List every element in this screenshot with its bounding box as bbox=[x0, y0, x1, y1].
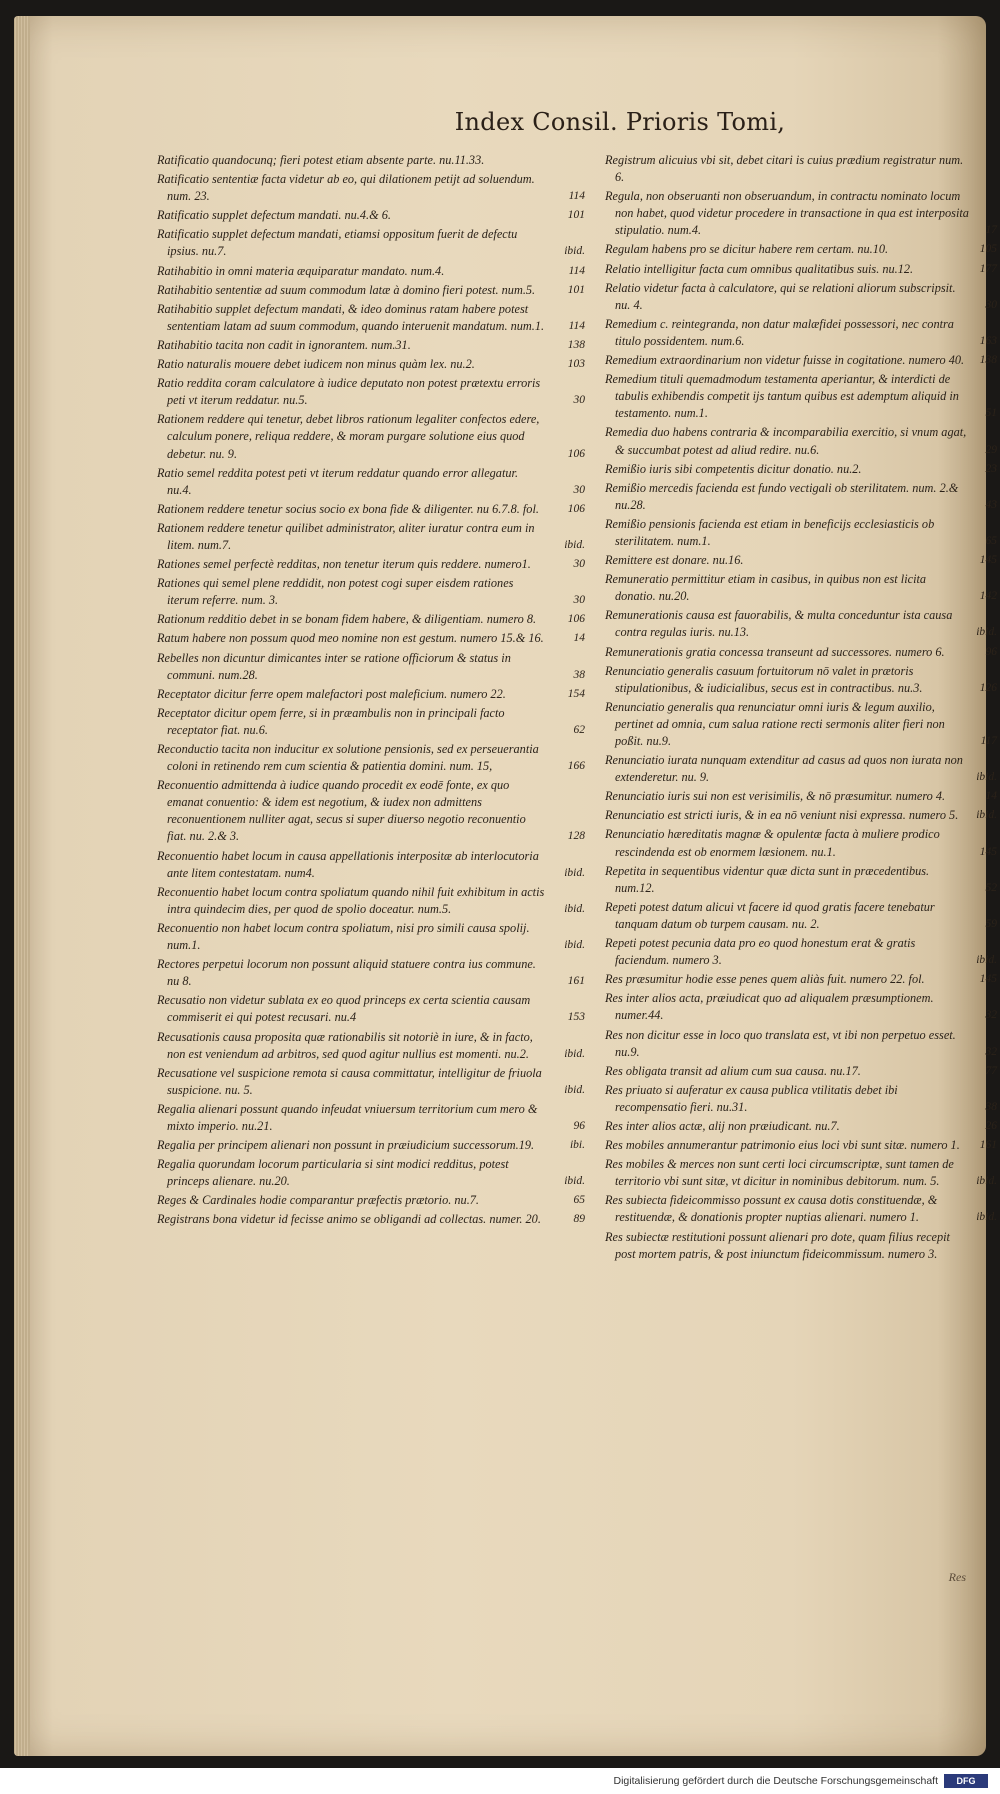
index-entry bbox=[605, 188, 997, 239]
page-edge bbox=[14, 16, 30, 1756]
index-entry-text: Reconuentio habet locum in causa appellationis interpositæ ab interlocutoria ante litem contestatam. num4. bbox=[157, 848, 539, 880]
index-entry bbox=[157, 520, 585, 554]
index-entry bbox=[605, 1192, 997, 1226]
index-entry bbox=[605, 826, 997, 860]
index-entry bbox=[157, 650, 585, 684]
index-entry bbox=[157, 152, 585, 169]
index-entry-reference: 38 bbox=[985, 1100, 997, 1113]
index-entry bbox=[605, 807, 997, 824]
index-entry bbox=[157, 282, 585, 299]
index-entry bbox=[605, 371, 997, 422]
index-entry-reference: 32 bbox=[985, 1009, 997, 1022]
index-entry bbox=[157, 556, 585, 573]
index-entry-text: Reconuentio admittenda à iudice quando procedit ex eodē fonte, ex quo emanat conuentio: & idem est negotium, & iudex non admittens reconuentionem nulliter agat, secus si super diuerso negotio reconuentio fiat. nu. 2.& 3. bbox=[157, 778, 526, 844]
index-entry-text: Recusationis causa proposita quæ rationabilis sit notoriè in iure, & in facto, non est veniendum ad arbitros, sed quod agitur nullius est momenti. nu.2. bbox=[157, 1029, 533, 1061]
index-entry-reference: ibid. bbox=[976, 954, 997, 967]
index-entry bbox=[157, 171, 585, 205]
index-entry-text: Res mobiles annumerantur patrimonio eius loci vbi sunt sitæ. numero 1. bbox=[605, 1138, 960, 1153]
index-entry bbox=[605, 516, 997, 550]
index-entry bbox=[605, 935, 997, 969]
index-entry-reference: 105 bbox=[979, 243, 997, 256]
index-entry bbox=[157, 611, 585, 628]
index-entry bbox=[605, 1027, 997, 1061]
index-entry bbox=[605, 1118, 997, 1135]
index-entry-reference: ibi. bbox=[569, 1139, 585, 1152]
index-entry bbox=[157, 207, 585, 224]
index-entry bbox=[605, 1229, 997, 1263]
index-entry bbox=[605, 1082, 997, 1116]
index-entry-reference: 114 bbox=[568, 264, 585, 277]
index-entry bbox=[605, 899, 997, 933]
index-entry-text: Remedium c. reintegranda, non datur malæfidei possessori, nec contra titulo possidentem. num.6. bbox=[605, 316, 954, 348]
index-entry-reference: 101 bbox=[567, 283, 585, 296]
index-entry-reference: 106 bbox=[567, 447, 585, 460]
index-entry bbox=[605, 241, 997, 258]
index-entry bbox=[157, 226, 585, 260]
index-entry bbox=[605, 788, 997, 805]
index-entry-text: Rectores perpetui locorum non possunt aliquid statuere contra ius commune. nu 8. bbox=[157, 957, 536, 989]
index-entry-reference: ibid. bbox=[564, 245, 585, 258]
index-entry-reference: 17 bbox=[985, 224, 997, 237]
index-entry-reference: ibid. bbox=[564, 939, 585, 952]
index-entry-reference: 14 bbox=[985, 790, 997, 803]
index-entry-text: Res priuato si auferatur ex causa publica vtilitatis debet ibi recompensatio fieri. nu.31. bbox=[605, 1082, 898, 1114]
index-entry-text: Renunciatio hæreditatis magnæ & opulentæ facta à muliere prodico rescindenda est ob enormem læsionem. nu.1. bbox=[605, 827, 940, 859]
index-entry-text: Reconuentio habet locum contra spoliatum quando nihil fuit exhibitum in actis intra quindecim dies, per quod de spolio doceatur. num.5. bbox=[157, 884, 545, 916]
index-entry-text: Ratum habere non possum quod meo nomine non est gestum. numero 15.& 16. bbox=[157, 631, 544, 646]
index-entry-reference: 30 bbox=[573, 483, 585, 496]
index-entry-text: Rationum redditio debet in se bonam fidem habere, & diligentiam. numero 8. bbox=[157, 612, 537, 627]
index-entry bbox=[157, 1137, 585, 1154]
index-entry-text: Reconuentio non habet locum contra spoliatum, nisi pro simili causa spolij. num.1. bbox=[157, 920, 530, 953]
index-entry-reference: 145 bbox=[979, 845, 997, 858]
index-entry-reference: ibid. bbox=[976, 626, 997, 639]
index-entry-text: Ratihabitio in omni materia æquiparatur mandato. num.4. bbox=[157, 263, 445, 278]
index-entry-text: Res inter alios actæ, alij non præiudicant. nu.7. bbox=[605, 1118, 840, 1133]
index-entry-reference: 163 bbox=[979, 334, 997, 347]
index-entry-text: Regula, non obseruanti non obseruandum, in contractu nominato locum non habet, quod videtur procedere in transactione in qua est interposita stipulatio. num.4. bbox=[605, 189, 969, 238]
index-entry-text: Regalia alienari possunt quando infeudat vniuersum territorium cum mero & mixto imperio. nu.21. bbox=[157, 1101, 538, 1133]
index-entry-reference: 177 bbox=[979, 262, 997, 275]
index-entry-text: Renunciatio iuris sui non est verisimilis, & nō præsumitur. numero 4. bbox=[605, 789, 946, 804]
index-entry-text: Regulam habens pro se dicitur habere rem certam. nu.10. bbox=[605, 242, 889, 257]
running-head: Index Consil. Prioris Tomi, bbox=[454, 108, 786, 136]
index-entry-reference: ibid. bbox=[976, 809, 997, 822]
index-entry-reference: 103 bbox=[567, 358, 585, 371]
index-entry-text: Remißio pensionis facienda est etiam in beneficijs ecclesiasticis ob sterilitatem. num.1. bbox=[605, 516, 935, 548]
index-entry-reference: 89 bbox=[573, 1213, 585, 1226]
index-entry bbox=[157, 501, 585, 518]
index-entry-text: Repeti potest datum alicui vt facere id quod gratis facere tenebatur tanquam datum ob turpem causam. nu. 2. bbox=[605, 899, 935, 931]
index-entry-text: Renunciatio est stricti iuris, & in ea nō veniunt nisi expressa. numero 5. bbox=[605, 808, 959, 823]
index-entry bbox=[605, 316, 997, 350]
index-entry bbox=[157, 630, 585, 647]
index-entry bbox=[605, 1137, 997, 1154]
index-entry-text: Relatio intelligitur facta cum omnibus qualitatibus suis. nu.12. bbox=[605, 261, 914, 276]
index-entry-reference: ibid. bbox=[976, 771, 997, 784]
index-entry-text: Ratio reddita coram calculatore à iudice deputato non potest prætextu erroris peti vt iterum reddatur. nu.5. bbox=[157, 376, 541, 408]
index-entry bbox=[605, 863, 997, 897]
index-entry-reference: 51 bbox=[985, 407, 997, 420]
catchword: Res bbox=[948, 1570, 966, 1584]
index-entry-text: Remunerationis gratia concessa transeunt ad successores. numero 6. bbox=[605, 644, 945, 659]
index-entry-text: Res non dicitur esse in loco quo translata est, vt ibi non perpetuo esset. nu.9. bbox=[605, 1027, 956, 1059]
index-entry-reference: 106 bbox=[567, 613, 585, 626]
index-entry-text: Reges & Cardinales hodie comparantur præfectis prætorio. nu.7. bbox=[157, 1193, 479, 1208]
footer-credit: Digitalisierung gefördert durch die Deutsche Forschungsgemeinschaft bbox=[613, 1775, 938, 1787]
index-entry bbox=[605, 424, 997, 458]
index-entry-reference: 52 bbox=[985, 881, 997, 894]
index-entry-text: Receptator dicitur ferre opem malefactori post maleficium. numero 22. bbox=[157, 686, 506, 701]
index-entry bbox=[157, 920, 585, 954]
index-entry-reference: 77 bbox=[985, 1064, 997, 1077]
index-entry-reference: 145 bbox=[979, 554, 997, 567]
index-entry bbox=[157, 575, 585, 609]
index-entry-reference: ibid. bbox=[564, 902, 585, 915]
index-entry-text: Res præsumitur hodie esse penes quem aliàs fuit. numero 22. fol. bbox=[605, 972, 925, 987]
index-entry-reference: 38 bbox=[573, 668, 585, 681]
index-entry bbox=[605, 644, 997, 661]
index-entry-reference: ibid. bbox=[564, 866, 585, 879]
index-entry-reference: ibid. bbox=[564, 1175, 585, 1188]
index-entry-reference: 161 bbox=[567, 975, 585, 988]
index-entry-text: Registrum alicuius vbi sit, debet citari is cuius prædium registratur num. 6. bbox=[605, 153, 964, 185]
index-entry-text: Remuneratio permittitur etiam in casibus, in quibus non est licita donatio. nu.20. bbox=[605, 572, 927, 604]
index-entry bbox=[157, 465, 585, 499]
index-entry bbox=[605, 1156, 997, 1190]
index-entry bbox=[605, 352, 997, 369]
index-entry-text: Relatio videtur facta à calculatore, qui se relationi aliorum subscripsit. nu. 4. bbox=[605, 280, 956, 312]
index-entry-reference: 43 bbox=[985, 498, 997, 511]
index-entry-reference: 154 bbox=[567, 687, 585, 700]
index-entry-reference: 101 bbox=[567, 209, 585, 222]
index-entry-reference: 106 bbox=[567, 502, 585, 515]
index-entry-reference: 114 bbox=[568, 190, 585, 203]
index-entry-reference: 65 bbox=[573, 1194, 585, 1207]
index-entry-text: Rationem reddere tenetur socius socio ex bona fide & diligenter. nu 6.7.8. fol. bbox=[157, 501, 539, 516]
index-entry bbox=[605, 480, 997, 514]
index-column-right bbox=[605, 152, 997, 1265]
index-entry-reference: ibid. bbox=[564, 1047, 585, 1060]
index-entry bbox=[157, 686, 585, 703]
index-entry bbox=[605, 261, 997, 278]
index-entry bbox=[605, 552, 997, 569]
index-entry-text: Res subiectæ restitutioni possunt alienari pro dote, quam filius recepit post mortem patris, & post iniunctum fideicommissum. numero 3. bbox=[605, 1229, 950, 1261]
index-entry-text: Ratificatio supplet defectum mandati, etiamsi oppositum fuerit de defectu ipsius. nu.7. bbox=[157, 227, 518, 259]
index-entry bbox=[157, 1065, 585, 1099]
index-entry-reference: 142 bbox=[979, 590, 997, 603]
index-entry bbox=[157, 992, 585, 1026]
index-entry bbox=[605, 699, 997, 750]
index-entry bbox=[157, 1156, 585, 1190]
index-entry-text: Res mobiles & merces non sunt certi loci circumscriptæ, sunt tamen de territorio vbi sunt sitæ, vt dicitur in nominibus debitorum. num. 5. bbox=[605, 1157, 954, 1189]
index-entry bbox=[605, 280, 997, 314]
index-entry-reference: ibid. bbox=[564, 538, 585, 551]
index-entry-text: Remittere est donare. nu.16. bbox=[605, 553, 744, 568]
index-entry-reference: 26 bbox=[985, 1119, 997, 1132]
index-entry bbox=[157, 884, 585, 918]
index-entry-text: Regalia quorundam locorum particularia si sint modici redditus, potest princeps alienare. nu.20. bbox=[157, 1157, 509, 1189]
index-entry-text: Renunciatio generalis casuum fortuitorum nō valet in prætoris stipulationibus, & iudicialibus, secus est in contractibus. nu.3. bbox=[605, 663, 923, 695]
index-entry-text: Reconductio tacita non inducitur ex solutione pensionis, sed ex perseuerantia coloni in retinendo rem cum scientia & patientia domini. num. 15, bbox=[157, 742, 539, 774]
index-entry-text: Remedia duo habens contraria & incomparabilia exercitio, si vnum agat, & succumbat potest ad aliud redire. nu.6. bbox=[605, 425, 967, 457]
index-entry-reference: ibid. bbox=[976, 1175, 997, 1188]
index-entry bbox=[157, 705, 585, 739]
index-entry-text: Remißio iuris sibi competentis dicitur donatio. nu.2. bbox=[605, 461, 862, 476]
index-entry-text: Remedium extraordinarium non videtur fuisse in cogitatione. numero 40. bbox=[605, 353, 965, 368]
footer-bar bbox=[0, 1768, 1000, 1794]
index-entry-text: Ratificatio sententiæ facta videtur ab eo, qui dilationem petijt ad soluendum. num. 23. bbox=[157, 172, 535, 204]
index-entry-text: Registrans bona videtur id fecisse animo se obligandi ad collectas. numer. 20. bbox=[157, 1212, 541, 1227]
index-entry-text: Repeti potest pecunia data pro eo quod honestum erat & gratis faciendum. numero 3. bbox=[605, 936, 916, 968]
dfg-logo: DFG bbox=[944, 1774, 988, 1788]
index-entry bbox=[605, 752, 997, 786]
index-entry bbox=[157, 263, 585, 280]
index-entry bbox=[157, 411, 585, 462]
index-entry-reference: 161 bbox=[979, 1139, 997, 1152]
index-entry bbox=[157, 741, 585, 775]
index-entry-reference: 30 bbox=[573, 558, 585, 571]
index-entry-text: Ratihabitio supplet defectum mandati, & ideo dominus ratam habere potest sententiam latam ad suum commodum, quando interuenit mandatum. num.1. bbox=[157, 301, 545, 333]
index-column-left bbox=[157, 152, 585, 1231]
index-entry bbox=[605, 152, 997, 186]
index-entry-text: Rationem reddere tenetur quilibet administrator, aliter iuratur contra eum in litem. num.7. bbox=[157, 520, 535, 552]
index-entry bbox=[157, 956, 585, 990]
index-entry bbox=[605, 461, 997, 478]
index-entry-text: Ratio semel reddita potest peti vt iterum reddatur quando error allegatur. nu.4. bbox=[157, 465, 519, 497]
index-entry-reference: 153 bbox=[567, 1011, 585, 1024]
index-entry-text: Recusatio non videtur sublata ex eo quod princeps ex certa scientia causam commiserit ei qui potest recusari. nu.4 bbox=[157, 993, 531, 1025]
index-entry-text: Res subiecta fideicommisso possunt ex causa dotis constituendæ, & restituendæ, & donationis propter nuptias alienari. numero 1. bbox=[605, 1193, 938, 1225]
index-entry-text: Res inter alios acta, præiudicat quo ad aliqualem præsumptionem. numer.44. bbox=[605, 991, 934, 1023]
index-entry bbox=[157, 1192, 585, 1209]
index-entry-text: Ratihabitio tacita non cadit in ignorantem. num.31. bbox=[157, 337, 411, 352]
index-entry-reference: 30 bbox=[573, 594, 585, 607]
index-entry-text: Ratio naturalis mouere debet iudicem non minus quàm lex. nu.2. bbox=[157, 357, 475, 372]
index-entry bbox=[157, 777, 585, 845]
index-entry bbox=[605, 571, 997, 605]
index-entry bbox=[605, 990, 997, 1024]
index-entry-text: Regalia per principem alienari non possunt in præiudicium successorum.19. bbox=[157, 1138, 535, 1153]
index-entry-text: Renunciatio generalis qua renunciatur omni iuris & legum auxilio, pertinet ad omnia, cum salua ratione recti sermonis aliter fieri non poßit. nu.9. bbox=[605, 699, 945, 748]
index-entry-text: Renunciatio iurata nunquam extenditur ad casus ad quos non iurata non extenderetur. nu. 9. bbox=[605, 753, 963, 785]
index-entry bbox=[157, 1101, 585, 1135]
index-entry-reference: ibid. bbox=[976, 1211, 997, 1224]
index-entry-text: Rationes qui semel plene reddidit, non potest cogi super eisdem rationes iterum referre. num. 3. bbox=[157, 576, 514, 608]
index-entry bbox=[605, 971, 997, 988]
index-entry bbox=[157, 1211, 585, 1228]
index-entry-reference: 114 bbox=[568, 319, 585, 332]
index-entry bbox=[157, 1029, 585, 1063]
index-entry-reference: 138 bbox=[979, 354, 997, 367]
index-entry-reference: 23 bbox=[985, 462, 997, 475]
index-entry-text: Res obligata transit ad alium cum sua causa. nu.17. bbox=[605, 1063, 861, 1078]
index-entry-reference: 30 bbox=[985, 298, 997, 311]
index-entry-reference: 96 bbox=[573, 1119, 585, 1132]
index-entry-text: Remunerationis causa est fauorabilis, & multa conceduntur ista causa contra regulas iuris. nu.13. bbox=[605, 608, 953, 640]
index-entry-text: Remißio mercedis facienda est fundo vectigali ob sterilitatem. num. 2.& nu.28. bbox=[605, 480, 959, 512]
index-entry-text: Rationem reddere qui tenetur, debet libros rationum legaliter confectos edere, calculum ponere, reliqua reddere, & moram purgare solutione eius quod debetur. nu. 9. bbox=[157, 412, 540, 461]
index-entry bbox=[605, 1063, 997, 1080]
index-entry-reference: 29 bbox=[985, 443, 997, 456]
index-entry-reference: 138 bbox=[567, 338, 585, 351]
index-entry bbox=[157, 337, 585, 354]
index-entry bbox=[157, 375, 585, 409]
index-entry-text: Recusatione vel suspicione remota si causa committatur, intelligitur de friuola suspicione. nu. 5. bbox=[157, 1065, 542, 1097]
index-entry bbox=[605, 663, 997, 697]
index-entry-reference: 117 bbox=[980, 735, 997, 747]
index-entry-text: Rebelles non dicuntur dimicantes inter se ratione officiorum & status in communi. num.28. bbox=[157, 650, 511, 682]
index-entry-text: Ratificatio supplet defectum mandati. nu.4.& 6. bbox=[157, 208, 391, 223]
index-entry-reference: 30 bbox=[573, 394, 585, 407]
index-entry bbox=[605, 607, 997, 641]
index-entry-reference: ibid. bbox=[564, 1083, 585, 1096]
index-entry-reference: 14 bbox=[573, 632, 585, 645]
index-entry bbox=[157, 848, 585, 882]
index-entry-reference: 166 bbox=[567, 760, 585, 773]
index-entry-reference: 32 bbox=[985, 1045, 997, 1058]
index-entry-reference: 128 bbox=[567, 830, 585, 843]
index-entry-text: Ratihabitio sententiæ ad suum commodum latæ à domino fieri potest. num.5. bbox=[157, 282, 536, 297]
index-entry-reference: 59 bbox=[985, 917, 997, 930]
index-entry bbox=[157, 356, 585, 373]
index-entry-text: Rationes semel perfectè redditas, non tenetur iterum quis reddere. numero1. bbox=[157, 557, 531, 572]
index-entry-text: Repetita in sequentibus videntur quæ dicta sunt in præcedentibus. num.12. bbox=[605, 863, 930, 895]
index-entry bbox=[157, 301, 585, 335]
index-entry-reference: 145 bbox=[979, 973, 997, 986]
index-entry-text: Ratificatio quandocunq; fieri potest etiam absente parte. nu.11.33. bbox=[157, 153, 485, 167]
index-entry-reference: 126 bbox=[979, 681, 997, 694]
index-entry-reference: 96 bbox=[985, 645, 997, 658]
index-entry-text: Receptator dicitur opem ferre, si in præambulis non in principali facto receptator fiat. nu.6. bbox=[157, 705, 505, 737]
index-entry-text: Remedium tituli quemadmodum testamenta aperiantur, & interdicti de tabulis exhibendis competit ijs tantum quibus est ademptum aliquid in testamento. num.1. bbox=[605, 372, 959, 421]
index-entry-reference: 65 bbox=[985, 534, 997, 547]
index-entry-reference: 62 bbox=[573, 723, 585, 736]
